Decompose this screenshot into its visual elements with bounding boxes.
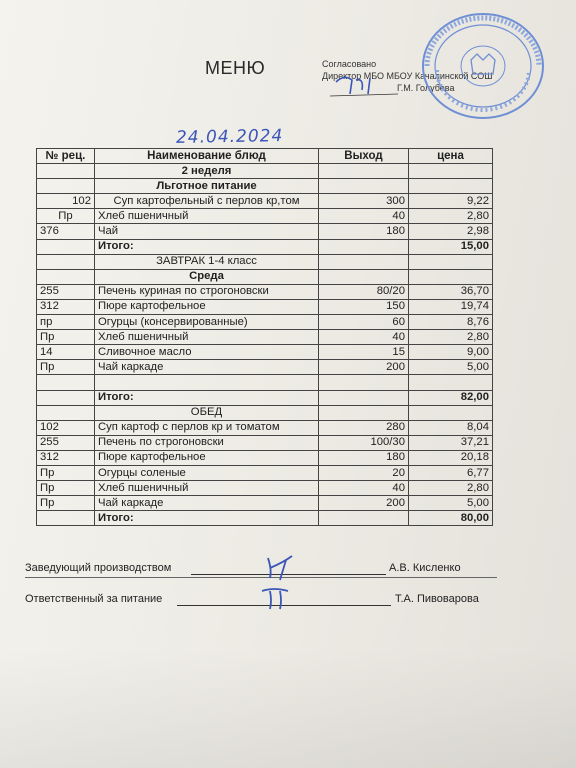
dish-name: Суп картоф с перлов кр и томатом <box>95 420 319 435</box>
dish-name: Хлеб пшеничный <box>95 481 319 496</box>
production-head-label: Заведующий производством <box>25 562 172 574</box>
recipe-code: 312 <box>37 450 95 465</box>
table-row <box>37 481 493 496</box>
total-row <box>37 390 493 405</box>
table-row <box>37 209 493 224</box>
table-row <box>37 345 493 360</box>
table-row <box>37 420 493 435</box>
category-row <box>37 179 493 194</box>
paper-shadow <box>0 648 576 768</box>
price: 5,00 <box>409 360 493 375</box>
price: 20,18 <box>409 450 493 465</box>
table-row <box>37 496 493 511</box>
recipe-code: 376 <box>37 224 95 239</box>
header-recipe-no: № рец. <box>37 149 95 164</box>
recipe-code: Пр <box>37 496 95 511</box>
table-row <box>37 194 493 209</box>
official-seal-stamp <box>419 10 547 122</box>
responsible-signature <box>258 585 298 613</box>
director-signature <box>330 72 400 98</box>
table-row <box>37 315 493 330</box>
portion: 180 <box>319 450 409 465</box>
price: 2,80 <box>409 481 493 496</box>
dish-name: Пюре картофельное <box>95 299 319 314</box>
portion: 40 <box>319 330 409 345</box>
price: 9,22 <box>409 194 493 209</box>
dish-name: Чай каркаде <box>95 360 319 375</box>
total-label: Итого: <box>95 511 319 526</box>
menu-date: 24.04.2024 <box>175 126 284 148</box>
portion: 280 <box>319 420 409 435</box>
recipe-code: 102 <box>37 194 95 209</box>
approval-position: Директор МБО МБОУ Качалинской СОШ <box>322 71 493 81</box>
production-head-name: А.В. Кисленко <box>389 562 461 574</box>
portion: 100/30 <box>319 435 409 450</box>
production-head-signature <box>262 552 302 582</box>
price: 2,80 <box>409 209 493 224</box>
table-row <box>37 360 493 375</box>
total-label: Итого: <box>95 239 319 254</box>
responsible-name: Т.А. Пивоварова <box>395 593 479 605</box>
price: 8,76 <box>409 315 493 330</box>
dish-name: Печень по строгоновски <box>95 435 319 450</box>
recipe-code: 312 <box>37 299 95 314</box>
category-label: Льготное питание <box>95 179 319 194</box>
header-portion: Выход <box>319 149 409 164</box>
empty-row <box>37 375 493 390</box>
dish-name: Огурцы соленые <box>95 465 319 480</box>
recipe-code: 14 <box>37 345 95 360</box>
divider-line <box>25 577 497 578</box>
table-row <box>37 465 493 480</box>
portion: 300 <box>319 194 409 209</box>
recipe-code: Пр <box>37 209 95 224</box>
recipe-code: 255 <box>37 284 95 299</box>
table-row <box>37 330 493 345</box>
recipe-code: Пр <box>37 481 95 496</box>
recipe-code: Пр <box>37 465 95 480</box>
total-value: 80,00 <box>409 511 493 526</box>
table-row <box>37 435 493 450</box>
price: 6,77 <box>409 465 493 480</box>
portion: 200 <box>319 360 409 375</box>
breakfast-title: ЗАВТРАК 1-4 класс <box>95 254 319 269</box>
dish-name: Печень куриная по строгоновски <box>95 284 319 299</box>
table-row <box>37 299 493 314</box>
total-row <box>37 511 493 526</box>
portion: 150 <box>319 299 409 314</box>
day-row <box>37 269 493 284</box>
header-price: цена <box>409 149 493 164</box>
dish-name: Хлеб пшеничный <box>95 209 319 224</box>
total-row <box>37 239 493 254</box>
menu-table <box>36 148 493 526</box>
price: 9,00 <box>409 345 493 360</box>
approval-name: Г.М. Голубева <box>397 83 455 93</box>
week-label: 2 неделя <box>95 164 319 179</box>
total-value: 82,00 <box>409 390 493 405</box>
responsible-label: Ответственный за питание <box>25 593 163 605</box>
approval-agreed: Согласовано <box>322 59 377 69</box>
dish-name: Пюре картофельное <box>95 450 319 465</box>
portion: 80/20 <box>319 284 409 299</box>
price: 5,00 <box>409 496 493 511</box>
price: 37,21 <box>409 435 493 450</box>
price: 2,98 <box>409 224 493 239</box>
price: 19,74 <box>409 299 493 314</box>
price: 8,04 <box>409 420 493 435</box>
section-row <box>37 405 493 420</box>
portion: 40 <box>319 209 409 224</box>
lunch-title: ОБЕД <box>95 405 319 420</box>
dish-name: Сливочное масло <box>95 345 319 360</box>
week-row <box>37 164 493 179</box>
dish-name: Чай каркаде <box>95 496 319 511</box>
portion: 60 <box>319 315 409 330</box>
portion: 15 <box>319 345 409 360</box>
section-row <box>37 254 493 269</box>
dish-name: Суп картофельный с перлов кр,том <box>95 194 319 209</box>
recipe-code: Пр <box>37 330 95 345</box>
price: 36,70 <box>409 284 493 299</box>
recipe-code: пр <box>37 315 95 330</box>
portion: 200 <box>319 496 409 511</box>
dish-name: Хлеб пшеничный <box>95 330 319 345</box>
table-row <box>37 224 493 239</box>
dish-name: Огурцы (консервированные) <box>95 315 319 330</box>
header-dish-name: Наименование блюд <box>95 149 319 164</box>
table-row <box>37 450 493 465</box>
menu-title: МЕНЮ <box>205 58 266 78</box>
dish-name: Чай <box>95 224 319 239</box>
recipe-code: Пр <box>37 360 95 375</box>
portion: 20 <box>319 465 409 480</box>
portion: 40 <box>319 481 409 496</box>
portion: 180 <box>319 224 409 239</box>
total-value: 15,00 <box>409 239 493 254</box>
table-header-row <box>37 149 493 164</box>
recipe-code: 255 <box>37 435 95 450</box>
table-row <box>37 284 493 299</box>
price: 2,80 <box>409 330 493 345</box>
day-label: Среда <box>95 269 319 284</box>
total-label: Итого: <box>95 390 319 405</box>
recipe-code: 102 <box>37 420 95 435</box>
